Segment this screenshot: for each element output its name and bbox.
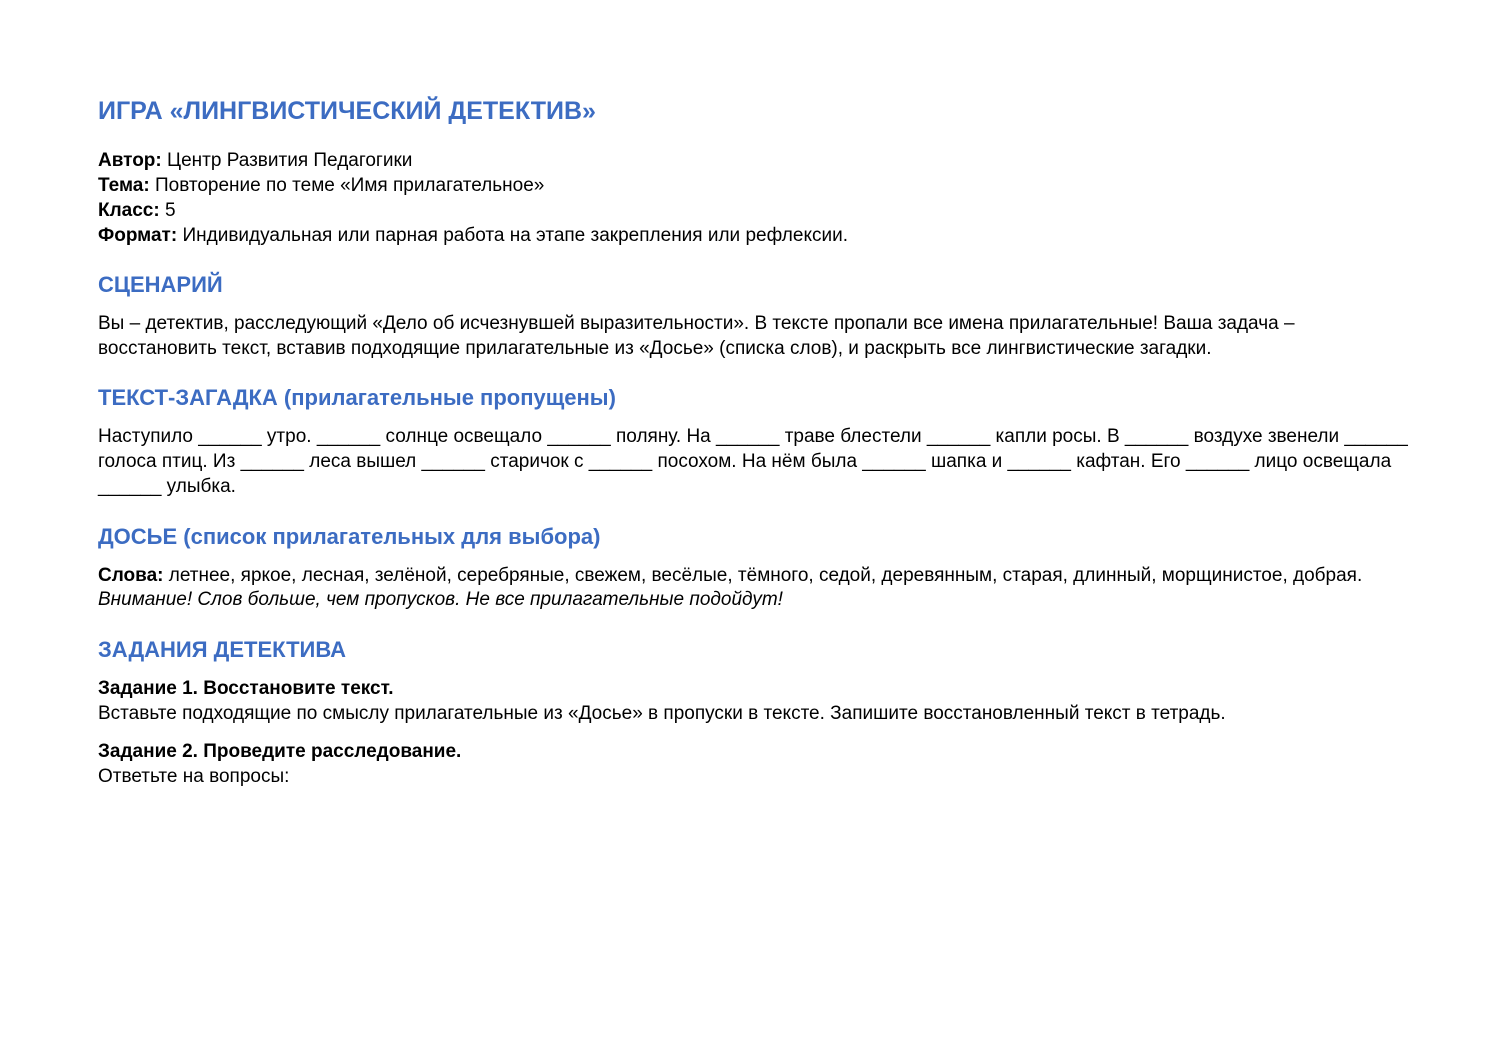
riddle-text: Наступило ______ утро. ______ солнце освещало ______ поляну. На ______ траве блестели ______ капли росы. В ______ воздухе звенели ______ голоса птиц. Из ______ леса вышел ______ старичок с ______ посохом. На нём была ______ шапка и ______ кафтан. Его ______ лицо освещала ______ улыбка. (98, 426, 1408, 497)
task-2 (98, 740, 1418, 789)
meta-grade (98, 198, 1418, 223)
task-1-title: Задание 1. Восстановите текст. (98, 677, 394, 699)
meta-format (98, 223, 1418, 248)
meta-grade-value: 5 (159, 200, 176, 221)
meta-topic-label: Тема: (98, 175, 150, 196)
dossier-words-list: летнее, яркое, лесная, зелёной, серебряные, свежем, весёлые, тёмного, седой, деревянным, старая, длинный, морщинистое, добрая. (163, 564, 1363, 586)
meta-topic (98, 173, 1418, 198)
dossier-heading: ДОСЬЕ (список прилагательных для выбора) (98, 523, 601, 549)
task-2-title: Задание 2. Проведите расследование. (98, 741, 462, 763)
meta-topic-value: Повторение по теме «Имя прилагательное» (149, 175, 545, 196)
dossier-words (98, 564, 1418, 589)
scenario-text: Вы – детектив, расследующий «Дело об исчезнувшей выразительности». В тексте пропали все имена прилагательные! Ваша задача – восстановить текст, вставив подходящие прилагательные из «Досье» (списка слов), и раскрыть все лингвистические загадки. (98, 313, 1295, 359)
riddle-heading: ТЕКСТ-ЗАГАДКА (прилагательные пропущены) (98, 385, 616, 411)
meta-format-value: Индивидуальная или парная работа на этапе закрепления или рефлексии. (177, 225, 848, 246)
meta-author-value: Центр Развития Педагогики (161, 150, 413, 171)
task-2-text: Ответьте на вопросы: (98, 766, 290, 788)
meta-grade-label: Класс: (98, 200, 160, 221)
dossier-note: Внимание! Слов больше, чем пропусков. Не все прилагательные подойдут! (98, 589, 783, 611)
document-title: ИГРА «ЛИНГВИСТИЧЕСКИЙ ДЕТЕКТИВ» (98, 97, 596, 125)
document-page (98, 94, 1418, 790)
meta-author (98, 148, 1418, 173)
meta-author-label: Автор: (98, 150, 162, 171)
task-1 (98, 677, 1418, 726)
tasks-heading: ЗАДАНИЯ ДЕТЕКТИВА (98, 636, 347, 662)
task-1-text: Вставьте подходящие по смыслу прилагательные из «Досье» в пропуски в тексте. Запишите восстановленный текст в тетрадь. (98, 702, 1226, 724)
meta-format-label: Формат: (98, 225, 178, 246)
scenario-heading: СЦЕНАРИЙ (98, 272, 223, 297)
dossier-section (98, 564, 1418, 613)
meta-section (98, 148, 1418, 248)
dossier-words-label: Слова: (98, 564, 164, 586)
